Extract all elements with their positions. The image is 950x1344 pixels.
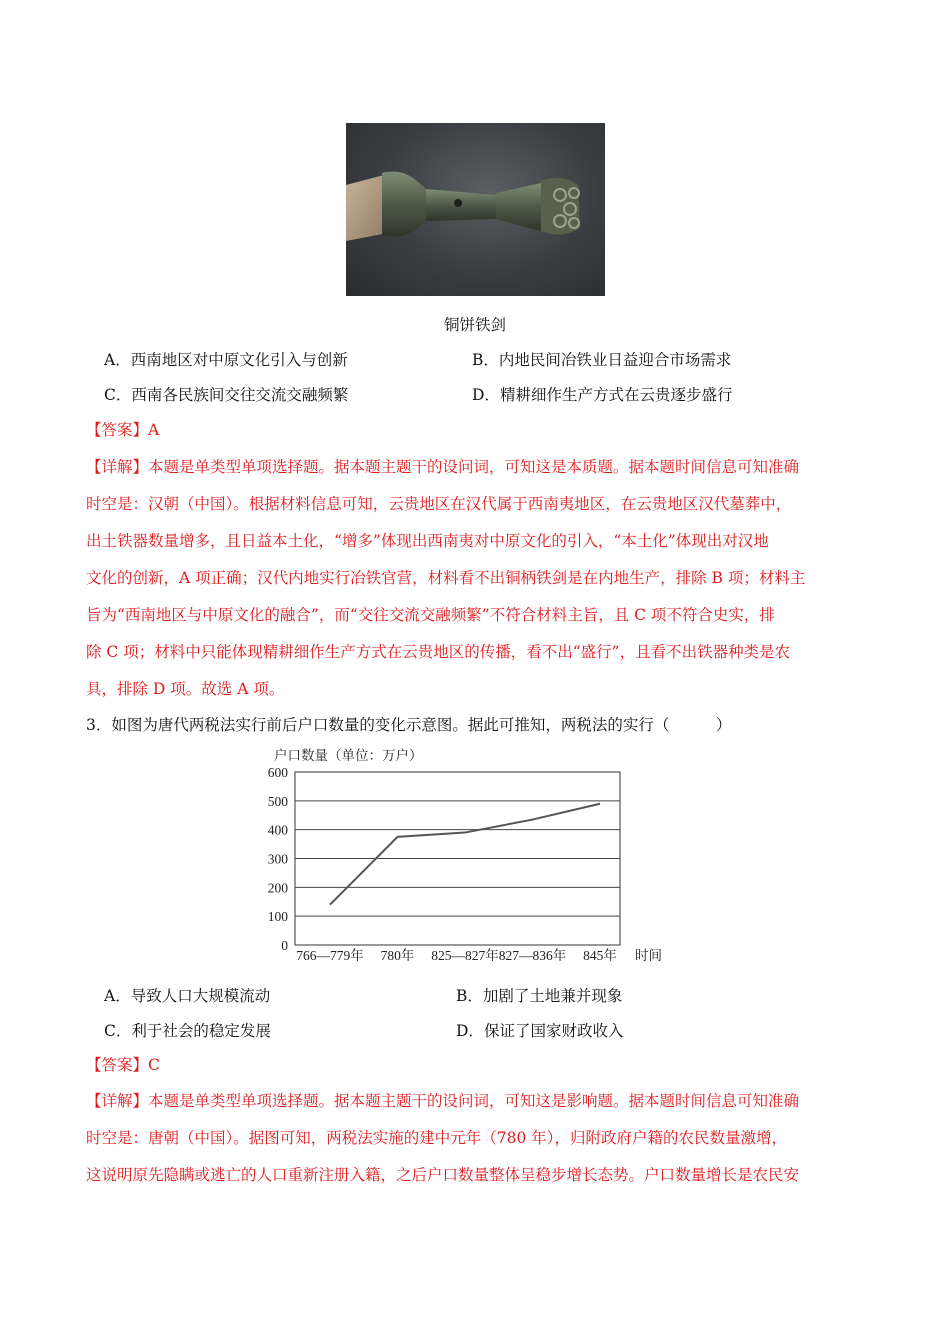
sword-hilt-photo [346,123,605,296]
chart-xtick-label: 780年 [380,948,415,963]
q3-option-c[interactable]: C．利于社会的稳定发展 [104,1022,271,1040]
chart-grid [295,772,620,945]
chart-ytick-label: 600 [267,765,288,780]
chart-xtick-label: 825—827年 [431,948,499,963]
q2-detail-line: 时空是：汉朝（中国）。根据材料信息可知，云贵地区在汉代属于西南夷地区，在云贵地区汉代墓葬中， [86,495,792,513]
q3-option-a[interactable]: A．导致人口大规模流动 [104,987,271,1005]
chart-ytick-label: 400 [267,822,288,838]
q2-detail-line: 出土铁器数量增多，且日益本土化，“增多”体现出西南夷对中原文化的引入，“本土化”体现出对汉地 [86,532,769,550]
q2-option-a[interactable]: A．西南地区对中原文化引入与创新 [104,351,348,369]
q2-option-c[interactable]: C．西南各民族间交往交流交融频繁 [104,386,349,404]
q3-option-b[interactable]: B．加剧了土地兼并现象 [456,987,623,1005]
chart-ylabel: 户口数量（单位：万户） [274,748,423,763]
chart-xtick-label: 845年 [583,948,617,963]
q2-option-d[interactable]: D．精耕细作生产方式在云贵逐步盛行 [472,386,733,404]
q2-answer: 【答案】A [86,421,160,439]
chart-ytick-label: 300 [267,851,288,867]
chart-series-line [330,804,600,905]
q3-detail-line: 【详解】本题是单类型单项选择题。据本题主题干的设问词，可知这是影响题。据本题时间信息可知准确 [86,1092,800,1110]
q3-detail-line: 这说明原先隐瞒或逃亡的人口重新注册入籍，之后户口数量整体呈稳步增长态势。户口数量增长是农民安 [86,1166,800,1184]
q2-detail-line: 具，排除 D 项。故选 A 项。 [86,680,285,698]
q2-detail-line: 除 C 项；材料中只能体现精耕细作生产方式在云贵地区的传播，看不出“盛行”，且看不出铁器种类是农 [86,643,791,661]
chart-xlabel: 时间 [635,948,662,963]
q3-stem: 3．如图为唐代两税法实行前后户口数量的变化示意图。据此可推知，两税法的实行（ ） [86,716,732,734]
figure-caption: 铜饼铁剑 [443,316,506,334]
q3-option-d[interactable]: D．保证了国家财政收入 [456,1022,624,1040]
q2-detail-line: 文化的创新，A 项正确；汉代内地实行冶铁官营，材料看不出铜柄铁剑是在内地生产，排除 B 项；材料主 [86,569,806,587]
chart-xtick-label: 766—779年 [296,948,364,963]
q3-answer: 【答案】C [86,1056,160,1074]
chart-xticks [296,947,617,963]
chart-ytick-label: 100 [267,909,288,925]
sword-hilt-icon [346,123,605,296]
q2-option-b[interactable]: B．内地民间冶铁业日益迎合市场需求 [472,351,732,369]
q2-detail-line: 旨为“西南地区与中原文化的融合”，而“交往交流交融频繁”不符合材料主旨，且 C 项不符合史实，排 [86,606,775,624]
q2-detail-line: 【详解】本题是单类型单项选择题。据本题主题干的设问词，可知这是本质题。据本题时间信息可知准确 [86,458,800,476]
chart-ytick-label: 0 [281,938,288,953]
chart-xtick-label: 827—836年 [498,948,567,963]
chart-yticks [268,765,289,953]
q3-detail-line: 时空是：唐朝（中国）。据图可知，两税法实施的建中元年（780 年），归附政府户籍的农民数量激增， [86,1129,788,1147]
chart-ytick-label: 500 [267,793,288,809]
chart-ytick-label: 200 [267,880,288,896]
household-chart [260,742,680,967]
